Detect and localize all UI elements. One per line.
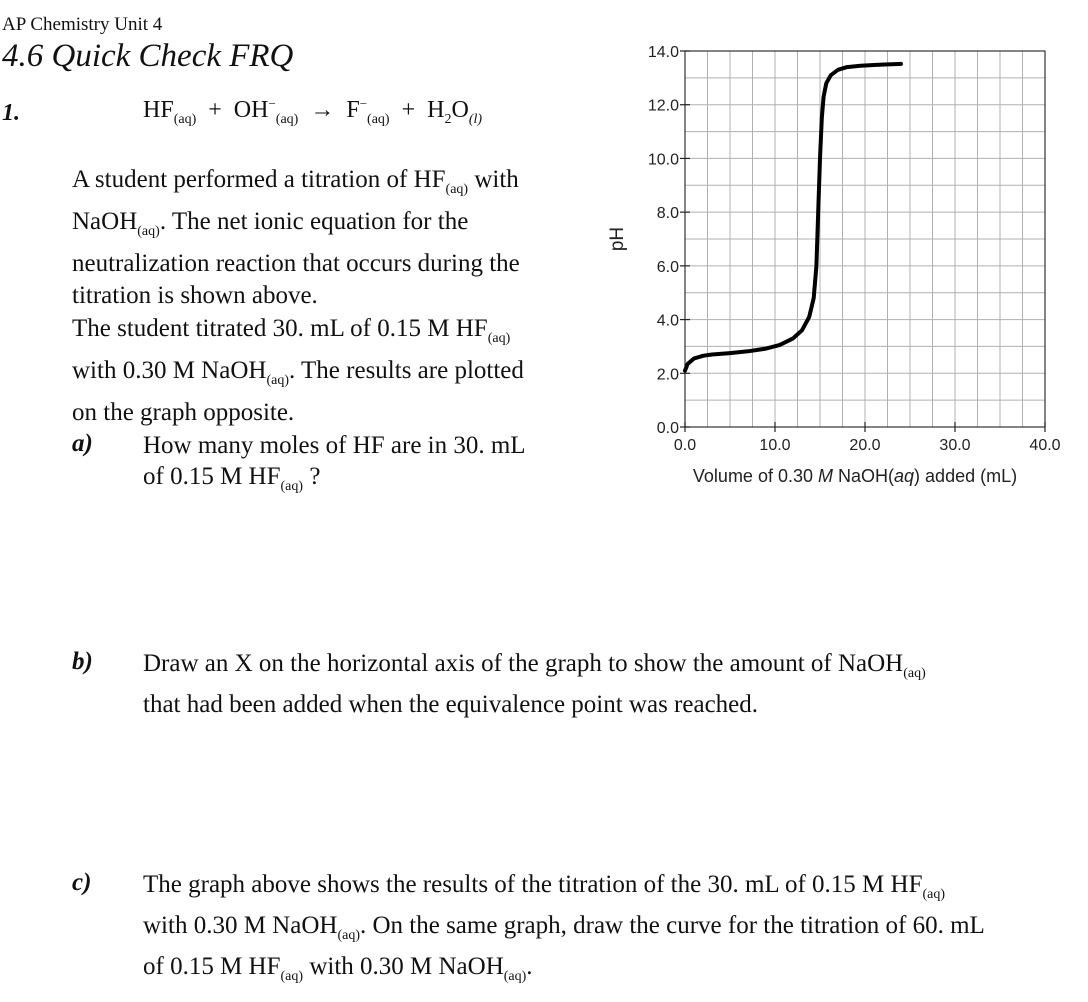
chart-axes <box>680 51 1045 432</box>
part-a-label: a) <box>72 430 93 457</box>
eq-charge: − <box>268 96 276 111</box>
x-tick-label: 40.0 <box>1029 437 1061 454</box>
text: Draw an X on the horizontal axis of the graph to show the amount of NaOH <box>143 650 904 677</box>
text: with 0.30 M NaOH <box>143 912 338 939</box>
y-tick-label: 6.0 <box>656 258 679 276</box>
text: of 0.15 M HF <box>143 953 281 980</box>
text: A student performed a titration of HF <box>72 166 446 193</box>
y-tick-label: 10.0 <box>647 151 679 169</box>
text: . The net ionic equation for the <box>159 208 469 235</box>
intro-line-1 <box>72 164 592 206</box>
intro-line-3: neutralization reaction that occurs during the <box>72 250 520 277</box>
intro-line-2 <box>72 206 592 248</box>
page-title: 4.6 Quick Check FRQ <box>2 38 294 74</box>
state: (aq) <box>280 479 304 494</box>
state: (aq) <box>445 182 469 197</box>
x-axis-label-part: Volume of 0.30 <box>692 466 818 486</box>
part-c-question <box>143 869 1083 992</box>
intro-paragraph <box>72 164 592 312</box>
text: The student titrated 30. mL of 0.15 M HF <box>72 315 488 342</box>
text: . <box>526 953 533 980</box>
part-b-question <box>143 648 1073 720</box>
state: (aq) <box>903 666 926 681</box>
eq-plus: + <box>401 97 416 123</box>
eq-subscript: 2 <box>444 111 452 127</box>
y-tick-label: 0.0 <box>656 420 679 437</box>
eq-charge: − <box>359 96 368 111</box>
part-a-line-2 <box>143 461 593 502</box>
text: The graph above shows the results of the titration of the 30. mL of 0.15 M HF <box>143 871 923 898</box>
text: NaOH <box>72 208 138 235</box>
intro-line-4: titration is shown above. <box>72 282 318 309</box>
part-a-question <box>143 430 593 502</box>
text: of 0.15 M HF <box>143 463 281 490</box>
course-label: AP Chemistry Unit 4 <box>2 14 163 35</box>
setup-line-1 <box>72 313 592 355</box>
part-b-line-2: that had been added when the equivalence point was reached. <box>143 691 759 718</box>
x-axis-label-part: aq <box>894 466 915 486</box>
eq-state: (aq) <box>367 111 390 127</box>
question-number: 1. <box>2 100 20 126</box>
eq-state: (aq) <box>275 111 299 127</box>
eq-arrow: → <box>310 97 335 123</box>
part-c-line-3 <box>143 951 1083 992</box>
eq-product-f: F <box>346 97 360 123</box>
state: (aq) <box>137 224 160 239</box>
text: with 0.30 M NaOH <box>72 357 267 384</box>
x-axis-label <box>693 466 1017 486</box>
x-axis-label-part: NaOH( <box>833 466 895 486</box>
setup-line-2 <box>72 355 592 397</box>
eq-plus: + <box>208 97 222 123</box>
titration-chart <box>590 30 1080 500</box>
x-tick-label: 10.0 <box>759 437 791 454</box>
state: (aq) <box>337 928 360 943</box>
text: . On the same graph, draw the curve for the titration of 60. mL <box>359 912 985 939</box>
part-c-line-1 <box>143 869 1083 910</box>
y-tick-label: 4.0 <box>656 312 679 330</box>
setup-paragraph <box>72 313 592 429</box>
x-tick-label: 0.0 <box>673 437 697 454</box>
part-b-label: b) <box>72 648 93 675</box>
x-axis-label-part: ) added (mL) <box>914 466 1018 486</box>
x-tick-label: 20.0 <box>849 437 881 454</box>
part-c-line-2 <box>143 910 1083 951</box>
state: (aq) <box>922 887 946 902</box>
x-tick-label: 30.0 <box>939 437 971 454</box>
eq-state: (l) <box>468 111 483 127</box>
y-tick-label: 8.0 <box>656 205 679 223</box>
y-tick-label: 2.0 <box>656 366 679 384</box>
text: ? <box>303 463 321 490</box>
eq-reactant-oh: OH <box>233 97 269 123</box>
titration-curve <box>685 64 901 371</box>
part-b-line-1 <box>143 648 1073 689</box>
part-c-label: c) <box>72 869 92 896</box>
eq-o: O <box>451 97 469 123</box>
state: (aq) <box>266 373 289 388</box>
text: . The results are plotted <box>288 357 524 384</box>
chart-grid <box>685 51 1045 427</box>
eq-product-water <box>427 97 483 127</box>
chart-series <box>685 64 901 371</box>
text: with <box>468 166 519 193</box>
y-axis-label: pH <box>607 226 628 252</box>
chart-labels <box>607 44 1061 486</box>
y-tick-label: 12.0 <box>647 97 679 115</box>
net-ionic-equation <box>143 96 482 128</box>
eq-h: H <box>427 97 445 123</box>
eq-state: (aq) <box>173 111 197 127</box>
x-axis-label-part: M <box>818 466 833 486</box>
y-tick-label: 14.0 <box>647 44 679 61</box>
setup-line-3: on the graph opposite. <box>72 399 295 426</box>
text: with 0.30 M NaOH <box>303 953 504 980</box>
state: (aq) <box>487 331 511 346</box>
state: (aq) <box>503 969 527 984</box>
part-a-line-1: How many moles of HF are in 30. mL <box>143 432 526 459</box>
state: (aq) <box>280 969 304 984</box>
eq-reactant-hf: HF <box>143 97 174 123</box>
